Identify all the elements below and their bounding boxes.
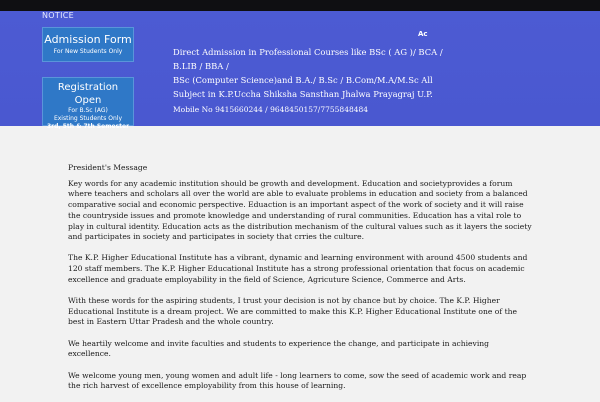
registration-eligibility: Existing Students Only xyxy=(53,115,123,122)
registration-open-button[interactable] xyxy=(42,77,134,130)
message-paragraph: Key words for any academic institution should be growth and development. Education and societyprovides a forum where teachers and scholars all over the world are able to evaluate problems in education and society from a balanced comparative social and economic perspective. Eduaction is an important aspect of the work of society and it will raise the countryside issues and promote knowledge and understanding of rural communities. Education has a vital role to play in cultural identity. Education acts as the distribution mechanism of the cultural values such as it layers the society and participates in society and participates in society that crries the culture. xyxy=(68,178,532,242)
message-paragraph: The K.P. Higher Educational Institute has a vibrant, dynamic and learning environment with around 4500 students and 120 staff members. The K.P. Higher Educational Institute has a strong professional orientation that focus on academic excellence and graduate employability in the field of Science, Agricuture Science, Commerce and Arts. xyxy=(68,253,528,284)
top-bar xyxy=(0,0,600,11)
course-info-line: Direct Admission in Professional Courses like BSc ( AG )/ BCA / xyxy=(173,47,443,57)
admission-form-button[interactable] xyxy=(42,27,134,62)
mobile-numbers: Mobile No 9415660244 / 9648450157/7755848484 xyxy=(173,105,369,114)
course-info-line: B.LIB / BBA / xyxy=(173,61,229,71)
message-heading: President's Message xyxy=(68,163,148,172)
course-info-line: Subject in K.P.Uccha Shiksha Sansthan Jhalwa Prayagraj U.P. xyxy=(173,89,433,99)
scrolling-marquee-text: Ac xyxy=(418,30,428,38)
registration-title: Registration Open xyxy=(57,82,119,106)
admission-form-title: Admission Form xyxy=(44,33,132,46)
registration-course: For B.Sc (AG) xyxy=(68,107,108,114)
header-banner xyxy=(0,11,600,130)
admission-form-subtitle: For New Students Only xyxy=(53,48,123,55)
presidents-message xyxy=(68,163,533,402)
message-paragraph: With these words for the aspiring students, I trust your decision is not by chance but by choice. The K.P. Higher Educational Institute is a dream project. We are committed to make this K.P. Higher Educational Institute one of the best in Eastern Uttar Pradesh and the whole country. xyxy=(68,296,518,327)
registration-semesters: 3rd, 5th & 7th Semester xyxy=(46,123,130,130)
course-info-line: BSc (Computer Science)and B.A./ B.Sc / B.Com/M.A/M.Sc All xyxy=(173,75,433,85)
course-info xyxy=(173,45,443,101)
message-paragraph: We heartily welcome and invite faculties and students to experience the change, and participate in achieving excellence. xyxy=(68,338,490,359)
notice-label: NOTICE xyxy=(42,11,74,20)
message-paragraph: We welcome young men, young women and adult life - long learners to come, sow the seed of academic work and reap the rich harvest of excellence employability from this house of learning. xyxy=(68,370,527,391)
